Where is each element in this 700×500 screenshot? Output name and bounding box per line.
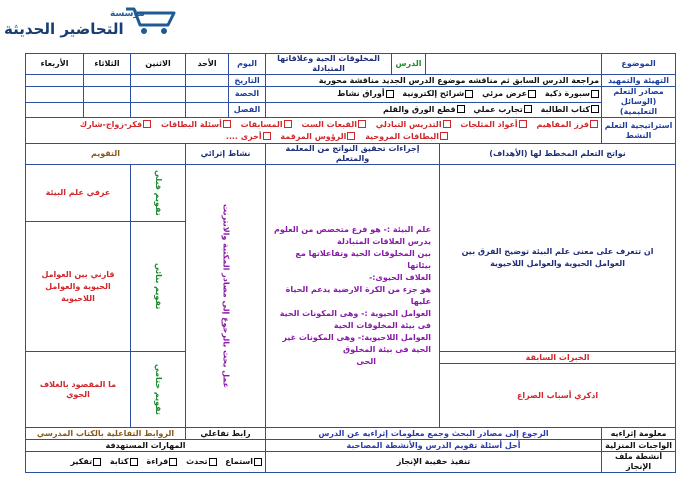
lesson-value: المخلوقات الحية وعلاقاتها المتبادلة xyxy=(266,54,392,75)
day-monday: الاثنين xyxy=(131,54,186,75)
checkbox-icon[interactable] xyxy=(254,458,262,466)
lesson-plan-table xyxy=(25,53,676,473)
skills-options: استماع تحدث قراءة كتابة تفكير xyxy=(26,452,266,473)
sources-label: مصادر التعلّم (الوسائل التعليمية) xyxy=(602,87,676,118)
day-sunday: الأحد xyxy=(186,54,229,75)
checkbox-icon[interactable] xyxy=(209,458,217,466)
checkbox-icon[interactable] xyxy=(590,120,598,128)
homework-label: الواجبات المنزلية xyxy=(602,440,676,452)
formative-evaluation-label: تقويم بنائي xyxy=(131,222,186,352)
portfolio-value: تنفيذ حقيبة الإنجاز xyxy=(266,452,602,473)
period-label: الحصة xyxy=(229,87,266,103)
objectives: ان تتعرف على معنى علم البيئة توضيح الفرق بين العوامل الحيوية والعوامل اللاحيوية xyxy=(440,165,676,352)
checkbox-icon[interactable] xyxy=(465,90,473,98)
enrichment-header: نشاط إثرائي xyxy=(186,144,266,165)
skills-label: المهارات المستهدفة xyxy=(26,440,266,452)
logo-small-text: مؤسسة xyxy=(110,9,145,19)
checkbox-icon[interactable] xyxy=(93,458,101,466)
formative-evaluation-text: قارني بين العوامل الحيوية والعوامل اللاحيوية xyxy=(26,222,131,352)
intro-label: التهيئة والتمهيد xyxy=(602,75,676,87)
intro-value: مراجعة الدرس السابق ثم مناقشه موضوع الدرس الجديد مناقشة محورية xyxy=(266,75,602,87)
enrich-info-value: الرجوع إلى مصادر البحث وجمع معلومات إثراءيه عن الدرس xyxy=(266,428,602,440)
procedures-header: إجراءات تحقيق النواتج من المعلمة والمتعلم xyxy=(266,144,440,165)
topic-label: الموضوع xyxy=(602,54,676,75)
sources-row-2: كتاب الطالبة تجارب عملي قطع الورق والقلم xyxy=(266,102,602,118)
checkbox-icon[interactable] xyxy=(347,132,355,140)
checkbox-icon[interactable] xyxy=(284,120,292,128)
checkbox-icon[interactable] xyxy=(440,132,448,140)
checkbox-icon[interactable] xyxy=(591,90,599,98)
class-label: الفصل xyxy=(229,102,266,118)
logo-title: التحاضير الحديثة xyxy=(4,20,124,38)
strategies-options: فرز المفاهيم أعواد المثلجات التدريس التبادلي القبعات الست المسابقات أسئلة البطاقات فكر-زواج-شارك البطاقات المروحية الرؤوس المرقمة أخرى .... xyxy=(26,118,602,144)
topic-value xyxy=(426,54,602,75)
checkbox-icon[interactable] xyxy=(223,120,231,128)
checkbox-icon[interactable] xyxy=(263,132,271,140)
checkbox-icon[interactable] xyxy=(528,90,536,98)
final-evaluation-text: ما المقصود بالغلاف الجوي xyxy=(26,352,131,428)
prior-experience-label: الخبرات السابقة xyxy=(440,352,676,364)
evaluation-header: التقويم xyxy=(26,144,186,165)
checkbox-icon[interactable] xyxy=(130,458,138,466)
portfolio-label: أنشطة ملف الإنجاز xyxy=(602,452,676,473)
lesson-label: الدرس xyxy=(392,54,426,75)
day-wednesday: الأربعاء xyxy=(26,54,84,75)
checkbox-icon[interactable] xyxy=(457,105,465,113)
interactive-link-value[interactable]: الروابط التفاعلية بالكتاب المدرسي xyxy=(26,428,186,440)
day-label: اليوم xyxy=(229,54,266,75)
checkbox-icon[interactable] xyxy=(524,105,532,113)
homework-value: أحل أسئلة تقويم الدرس والأنشطة المصاحبة xyxy=(266,440,602,452)
procedures-content: علم البيئة :- هو فرع متخصص من العلوم يدرس العلاقات المتبادلة بين المخلوقات الحية وتفاعلاتها مع بيئاتها الغلاف الحيوى:- هو جزء من الكرة الارضية يدعم الحياة عليها العوامل الحيوية :- وهى المكونات الحية فى بيئة المخلوقات الحية العوامل اللاحيوية:- وهى المكونات غير الحية فى بيئة المخلوق الحى xyxy=(266,165,440,428)
day-tuesday: الثلاثاء xyxy=(84,54,131,75)
final-evaluation-label: تقويم ختامي xyxy=(131,352,186,428)
checkbox-icon[interactable] xyxy=(519,120,527,128)
checkbox-icon[interactable] xyxy=(443,120,451,128)
prior-experience-value: اذكري أسباب الصراع xyxy=(440,364,676,428)
strategies-label: استراتيجية التعلم النشط xyxy=(602,118,676,144)
sources-row-1: سبورة ذكية عرض مرئي شرائح إلكترونية أوراق نشاط xyxy=(266,87,602,103)
enrich-info-label: معلومة إثراءيه xyxy=(602,428,676,440)
pre-evaluation-label: تقويم قبلي xyxy=(131,165,186,222)
interactive-link-label: رابط تفاعلي xyxy=(186,428,266,440)
checkbox-icon[interactable] xyxy=(591,105,599,113)
checkbox-icon[interactable] xyxy=(386,90,394,98)
checkbox-icon[interactable] xyxy=(169,458,177,466)
pre-evaluation-text: عرفي علم البيئة xyxy=(26,165,131,222)
outcomes-header: نواتج التعلم المخطط لها (الأهداف) xyxy=(440,144,676,165)
logo xyxy=(2,3,202,41)
checkbox-icon[interactable] xyxy=(143,120,151,128)
date-label: التاريخ xyxy=(229,75,266,87)
enrichment-activity: عمل بحث بالرجوع إلى مصادر المكتبة والانترنت xyxy=(186,165,266,428)
checkbox-icon[interactable] xyxy=(358,120,366,128)
